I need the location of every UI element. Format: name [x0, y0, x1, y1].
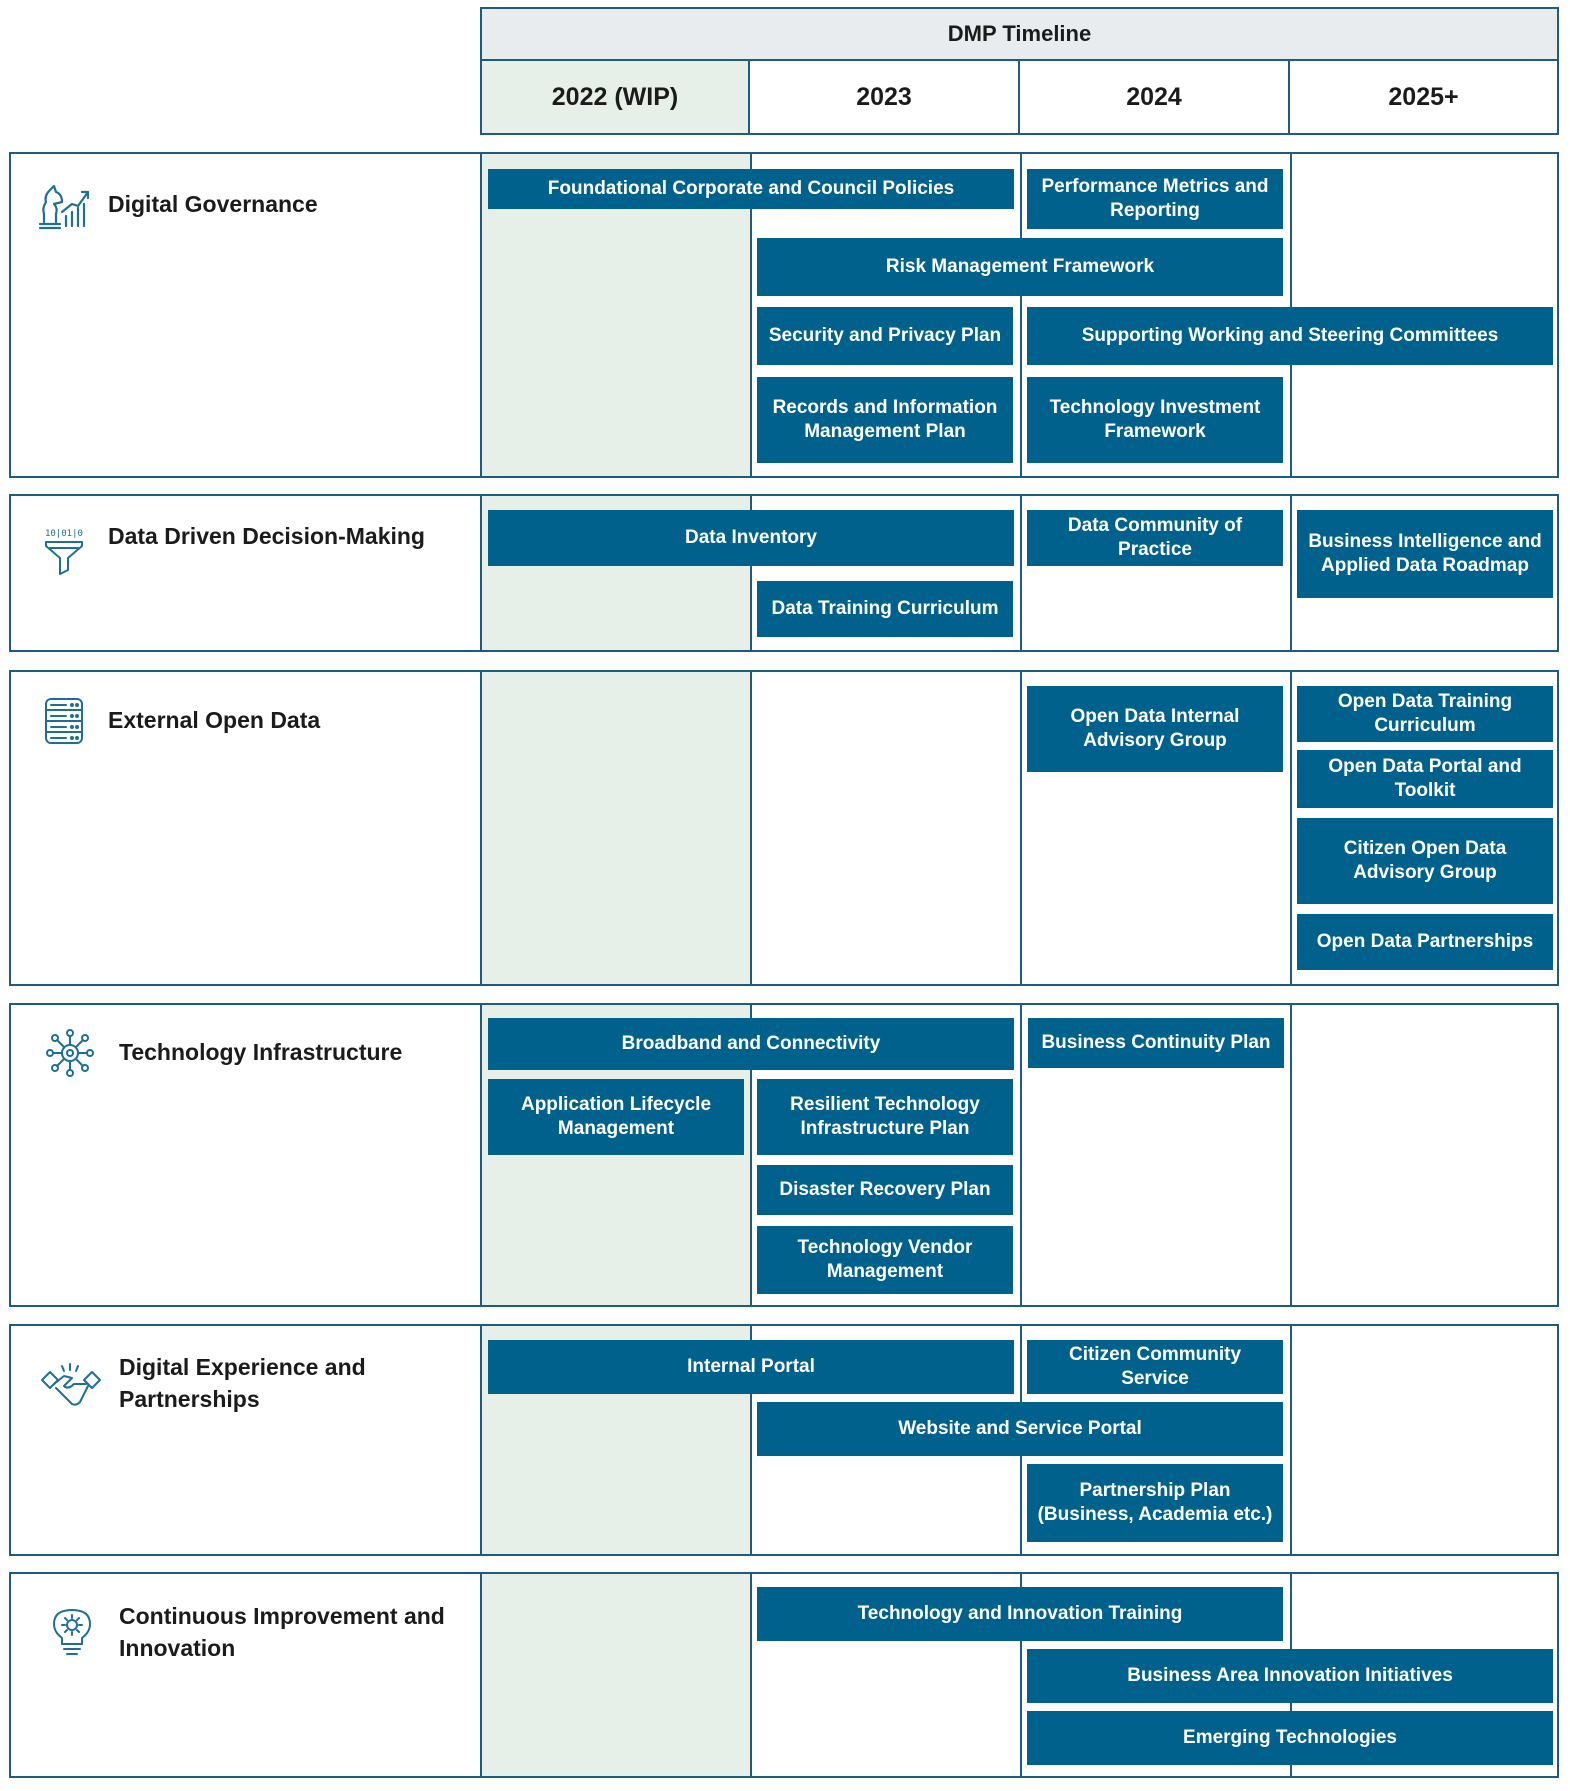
category-label: Digital Governance	[108, 191, 318, 217]
divider	[1020, 1003, 1022, 1307]
divider	[1020, 152, 1022, 478]
timeline-bar: Partnership Plan (Business, Academia etc.)	[1027, 1464, 1283, 1542]
category-label: Data Driven Decision-Making	[108, 523, 425, 549]
divider	[480, 152, 482, 478]
year-header-2023: 2023	[750, 61, 1020, 135]
divider	[1290, 494, 1292, 652]
timeline-bar: Open Data Internal Advisory Group	[1027, 686, 1283, 772]
timeline-bar: Emerging Technologies	[1027, 1711, 1553, 1765]
year-header-2025: 2025+	[1290, 61, 1559, 135]
lightbulb-gear-icon	[44, 1604, 100, 1660]
timeline-bar: Open Data Portal and Toolkit	[1297, 750, 1553, 808]
divider	[750, 1572, 752, 1778]
timeline-bar: Business Area Innovation Initiatives	[1027, 1649, 1553, 1703]
chess-knight-chart-icon	[36, 178, 92, 234]
timeline-bar: Data Training Curriculum	[757, 581, 1013, 637]
binary-funnel-icon	[36, 522, 92, 578]
timeline-bar: Open Data Training Curriculum	[1297, 686, 1553, 742]
network-gear-icon	[42, 1025, 98, 1081]
wip-column-shade	[481, 1574, 750, 1776]
timeline-bar: Performance Metrics and Reporting	[1027, 169, 1283, 229]
svg-text:10|01|0: 10|01|0	[45, 529, 83, 539]
timeline-bar: Citizen Community Service	[1027, 1340, 1283, 1394]
divider	[1020, 494, 1022, 652]
timeline-bar: Internal Portal	[488, 1340, 1014, 1394]
timeline-bar: Citizen Open Data Advisory Group	[1297, 818, 1553, 904]
timeline-bar: Resilient Technology Infrastructure Plan	[757, 1079, 1013, 1155]
timeline-bar: Application Lifecycle Management	[488, 1079, 744, 1155]
timeline-bar: Business Intelligence and Applied Data Roadmap	[1297, 510, 1553, 598]
timeline-bar: Data Community of Practice	[1027, 510, 1283, 566]
timeline-title: DMP Timeline	[480, 7, 1559, 61]
timeline-bar: Supporting Working and Steering Committees	[1027, 307, 1553, 365]
divider	[1020, 670, 1022, 986]
timeline-bar: Technology and Innovation Training	[757, 1587, 1283, 1641]
timeline-bar: Website and Service Portal	[757, 1402, 1283, 1456]
timeline-bar: Technology Investment Framework	[1027, 377, 1283, 463]
year-header-2022: 2022 (WIP)	[480, 61, 750, 135]
divider	[1290, 670, 1292, 986]
timeline-bar: Data Inventory	[488, 510, 1014, 566]
divider	[480, 670, 482, 986]
timeline-bar: Records and Information Management Plan	[757, 377, 1013, 463]
category-label: Digital Experience and Partnerships	[119, 1354, 366, 1412]
timeline-bar: Foundational Corporate and Council Policies	[488, 169, 1014, 209]
divider	[480, 1324, 482, 1556]
timeline-bar: Technology Vendor Management	[757, 1226, 1013, 1294]
server-rack-icon	[36, 693, 92, 749]
timeline-bar: Disaster Recovery Plan	[757, 1165, 1013, 1215]
divider	[1290, 1324, 1292, 1556]
divider	[480, 1572, 482, 1778]
timeline-bar: Open Data Partnerships	[1297, 914, 1553, 970]
wip-column-shade	[481, 672, 750, 984]
year-header-2024: 2024	[1020, 61, 1290, 135]
divider	[750, 670, 752, 986]
divider	[480, 1003, 482, 1307]
timeline-bar: Risk Management Framework	[757, 238, 1283, 296]
timeline-bar: Broadband and Connectivity	[488, 1018, 1014, 1070]
handshake-icon	[40, 1358, 102, 1414]
category-label: Technology Infrastructure	[119, 1039, 403, 1065]
category-label: External Open Data	[108, 707, 321, 733]
divider	[1290, 1003, 1292, 1307]
timeline-bar: Business Continuity Plan	[1028, 1018, 1284, 1068]
timeline-bar: Security and Privacy Plan	[757, 307, 1013, 365]
divider	[480, 494, 482, 652]
category-label: Continuous Improvement and Innovation	[119, 1603, 445, 1661]
